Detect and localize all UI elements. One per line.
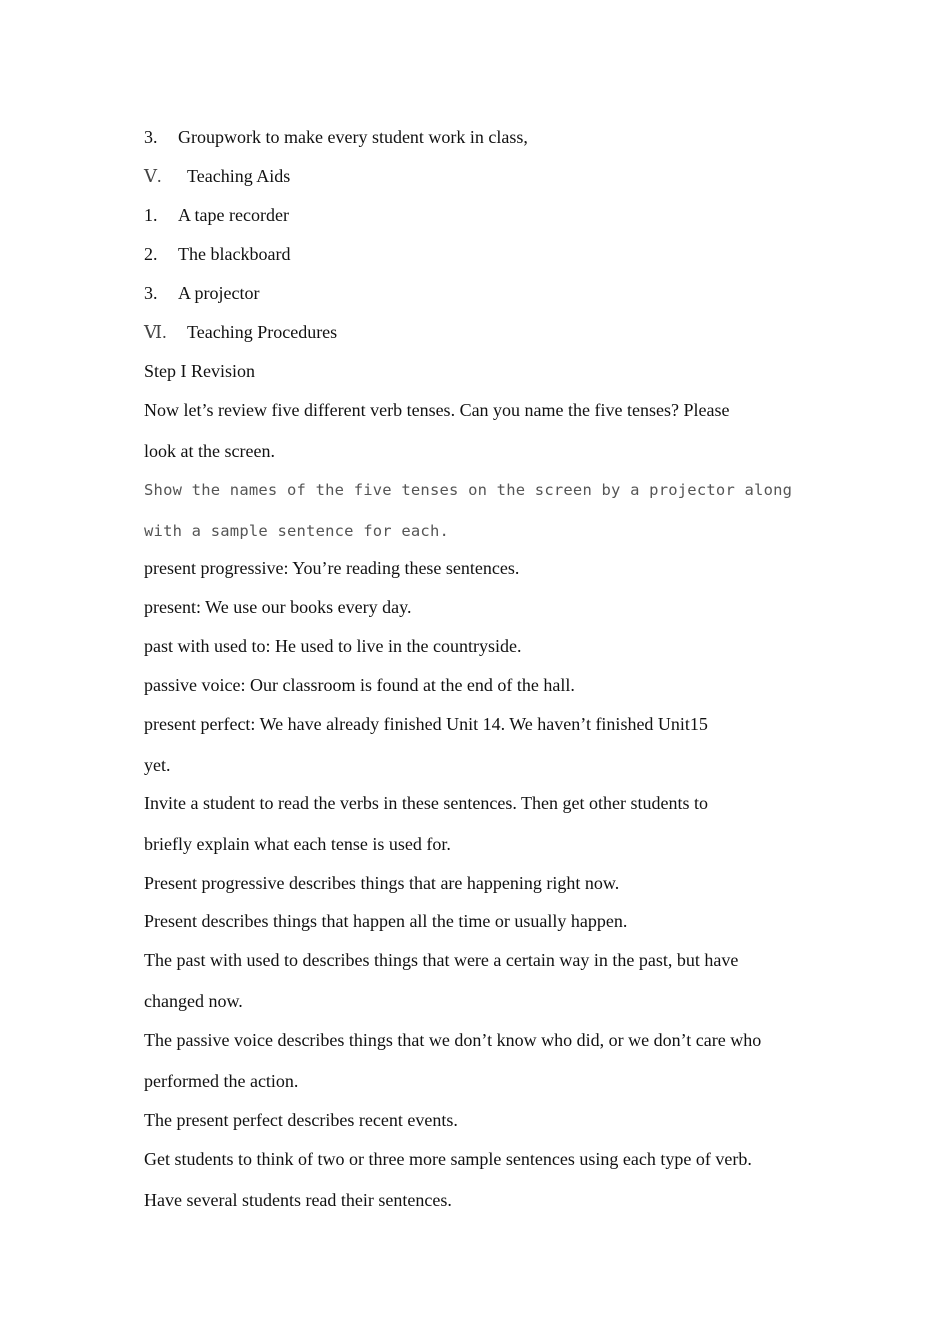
paragraph-line: Have several students read their sentences. [144,1190,452,1210]
aims-item-3 [144,126,824,148]
paragraph-line: changed now. [144,991,243,1011]
section-title: Teaching Aids [187,166,291,186]
paragraph-line: The present perfect describes recent events. [144,1110,458,1130]
example-line: present: We use our books every day. [144,597,412,617]
example-line: present perfect: We have already finished Unit 14. We haven’t finished Unit15 [144,714,708,734]
list-number: 1. [144,205,158,225]
instruction-line: Show the names of the five tenses on the screen by a projector along [144,481,793,499]
example-line: present progressive: You’re reading these sentences. [144,558,520,578]
paragraph-line: Get students to think of two or three more sample sentences using each type of verb. [144,1149,752,1169]
list-number: 2. [144,244,158,264]
aid-item-1 [144,204,824,226]
aid-item-2 [144,243,824,265]
section-heading-teaching-procedures [144,321,824,343]
example-line: yet. [144,755,171,775]
instruction-line: with a sample sentence for each. [144,522,450,540]
example-line: passive voice: Our classroom is found at the end of the hall. [144,675,575,695]
list-text: A projector [178,283,260,303]
section-number: Ⅵ. [144,322,167,342]
section-title: Teaching Procedures [187,322,338,342]
section-heading-teaching-aids [144,165,824,187]
list-text: Groupwork to make every student work in class, [178,127,528,147]
paragraph-line: The past with used to describes things that were a certain way in the past, but have [144,950,739,970]
list-text: The blackboard [178,244,291,264]
section-number: Ⅴ. [144,166,162,186]
paragraph-line: Invite a student to read the verbs in these sentences. Then get other students to [144,793,709,813]
paragraph-line: briefly explain what each tense is used for. [144,834,451,854]
paragraph-line: Present progressive describes things that are happening right now. [144,873,620,893]
aid-item-3 [144,282,824,304]
paragraph-line: performed the action. [144,1071,299,1091]
list-number: 3. [144,127,158,147]
list-text: A tape recorder [178,205,289,225]
list-number: 3. [144,283,158,303]
step-heading: Step I Revision [144,361,255,381]
paragraph-line: look at the screen. [144,441,275,461]
paragraph-line: Now let’s review five different verb tenses. Can you name the five tenses? Please [144,400,730,420]
paragraph-line: Present describes things that happen all the time or usually happen. [144,911,628,931]
example-line: past with used to: He used to live in the countryside. [144,636,522,656]
paragraph-line: The passive voice describes things that we don’t know who did, or we don’t care who [144,1030,762,1050]
